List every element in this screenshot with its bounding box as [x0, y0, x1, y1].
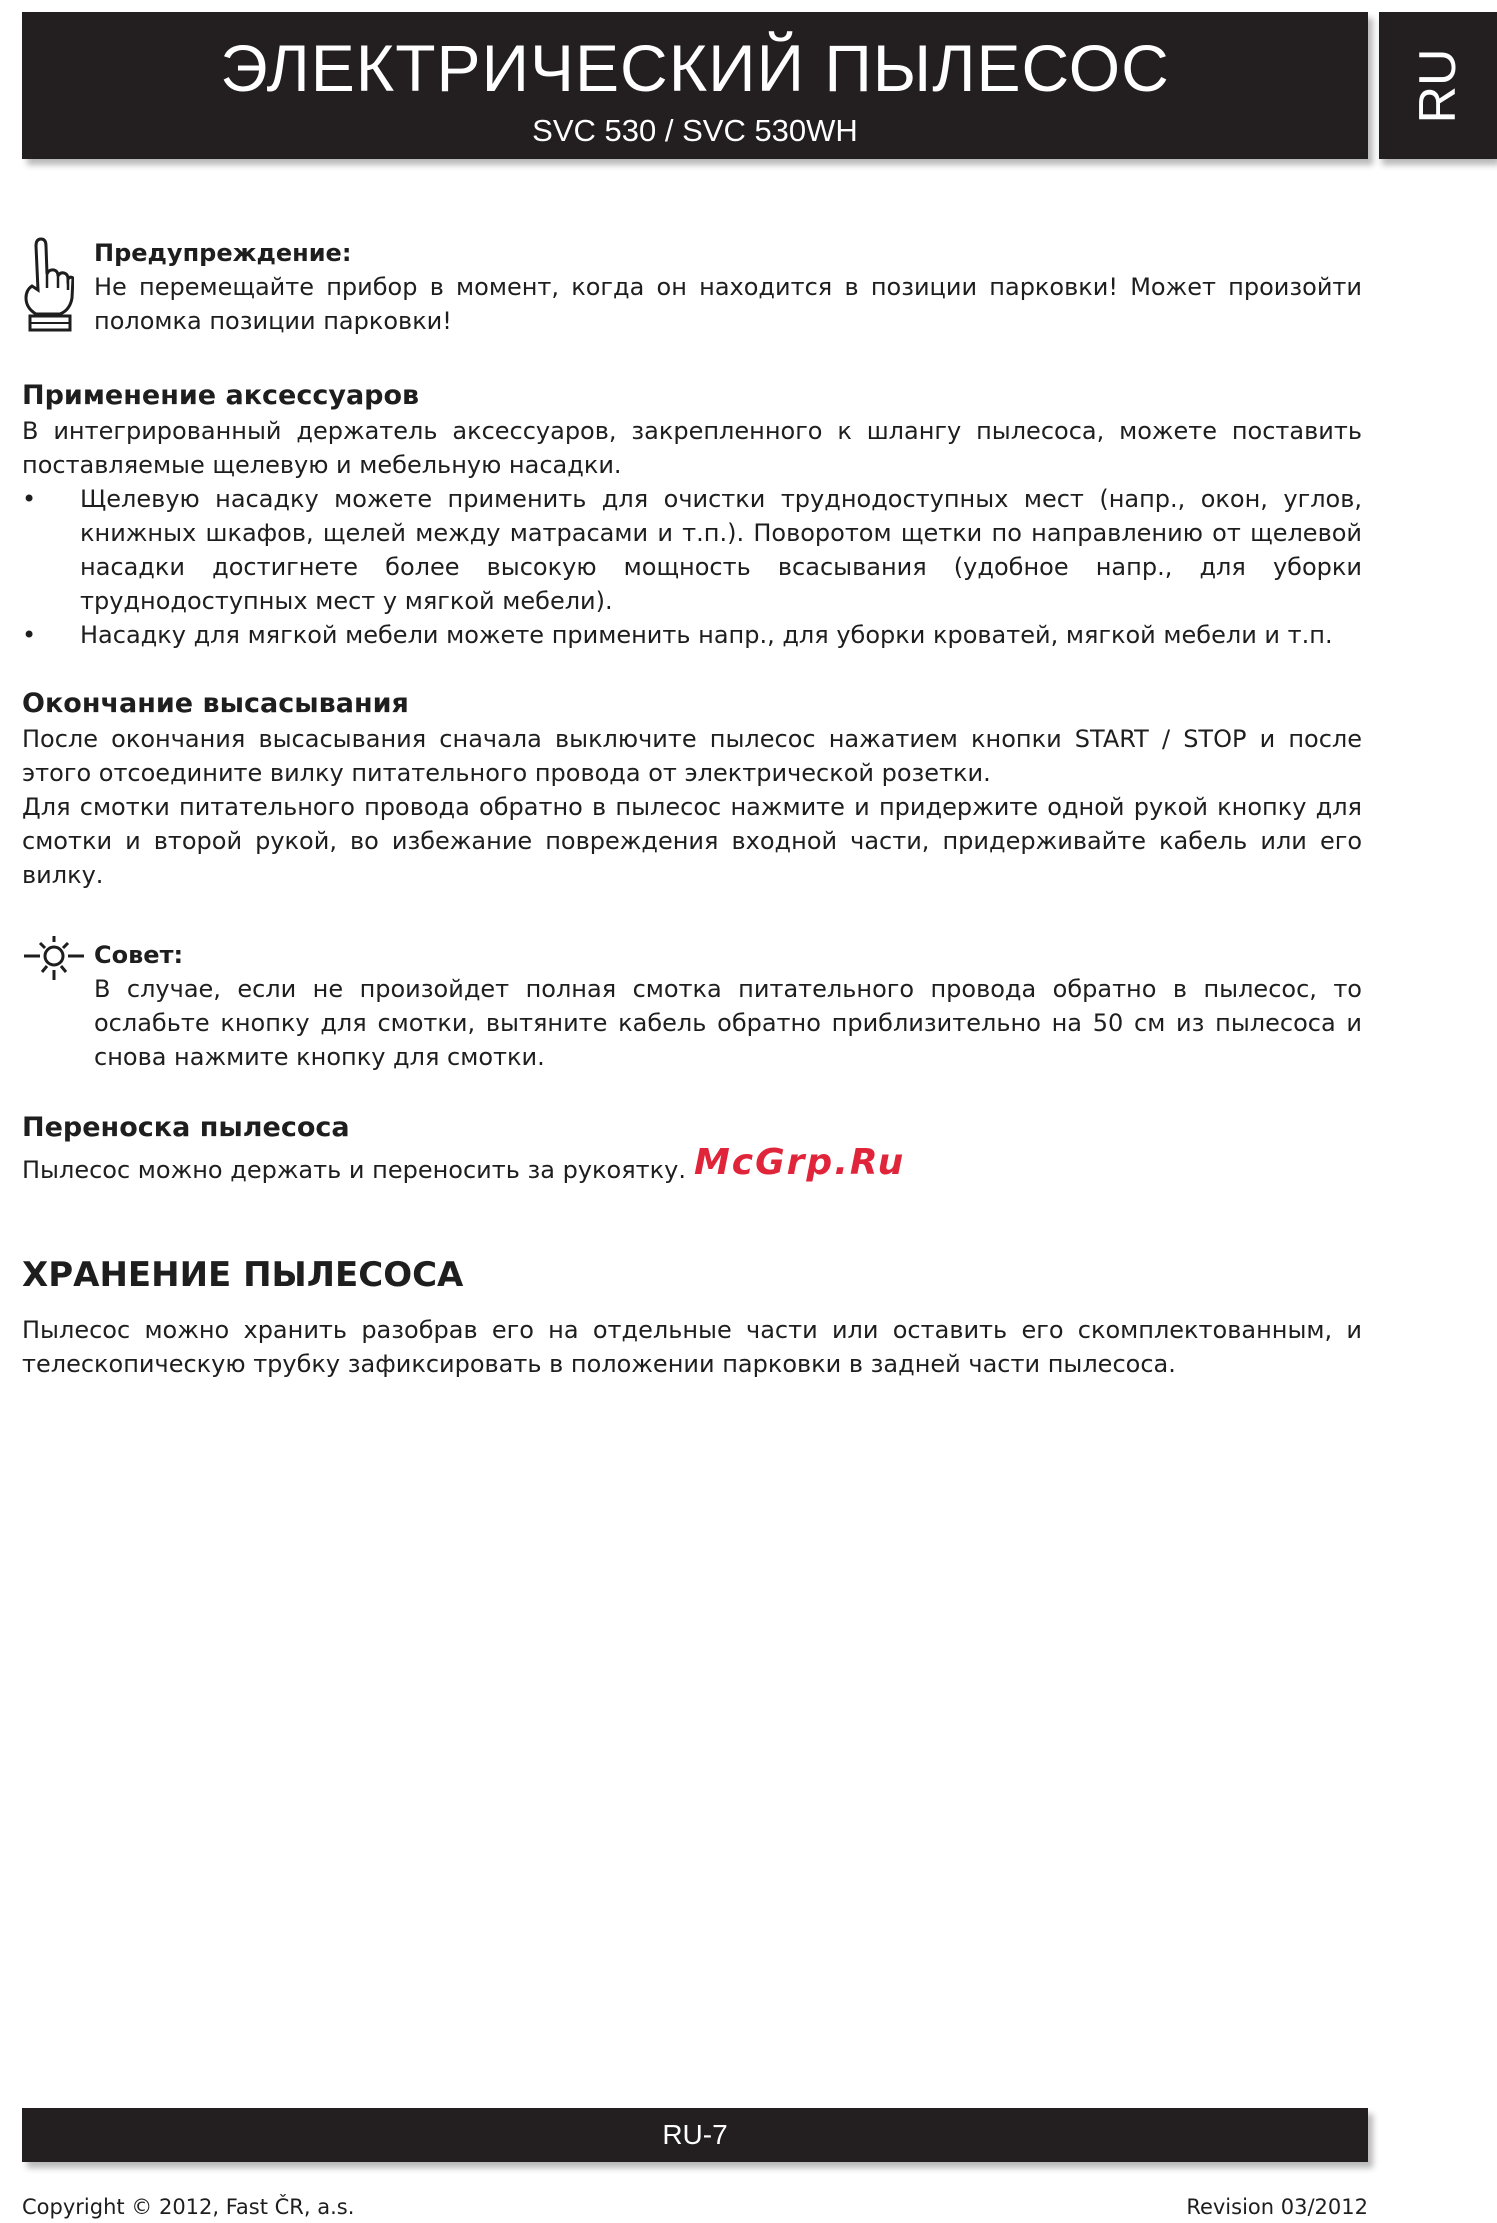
page-number: RU-7 — [662, 2119, 728, 2150]
accessories-intro: В интегрированный держатель аксессуаров, закрепленного к шлангу пылесоса, можете поставить поставляемые щелевую и мебельную насадки. — [22, 417, 1362, 479]
warning-title: Предупреждение: — [94, 239, 352, 267]
carry-heading: Переноска пылесоса — [22, 1112, 350, 1143]
model-subtitle: SVC 530 / SVC 530WH — [532, 113, 858, 148]
warning-text: Не перемещайте прибор в момент, когда он находится в позиции парковки! Может произойти поломка позиции парковки! — [94, 273, 1362, 335]
finish-heading: Окончание высасывания — [22, 688, 409, 719]
finish-paragraph-2: Для смотки питательного провода обратно в пылесос нажмите и придержите одной рукой кнопку для смотки и второй рукой, во избежание повреждения входной части, придерживайте кабель или его вилку. — [22, 793, 1362, 889]
list-item: • Щелевую насадку можете применить для очистки труднодоступных мест (напр., окон, углов, книжных шкафов, щелей между матрасами и т.п.). Поворотом щетки по направлению от щелевой насадки достигнете более высокую мощность всасывания (удобное напр., для уборки труднодоступных мест у мягкой мебели). — [22, 485, 1362, 615]
header-bar — [22, 12, 1368, 159]
watermark-logo: McGrp.Ru — [693, 1142, 906, 1183]
storage-text: Пылесос можно хранить разобрав его на отдельные части или оставить его скомплектованным, и телескопическую трубку зафиксировать в положении парковки в задней части пылесоса. — [22, 1316, 1362, 1378]
storage-heading: ХРАНЕНИЕ ПЫЛЕСОСА — [22, 1255, 464, 1295]
footer-page-bar — [22, 2108, 1368, 2162]
tip-note — [22, 938, 1362, 1074]
page-title: ЭЛЕКТРИЧЕСКИЙ ПЫЛЕСОС — [220, 31, 1170, 105]
accessories-heading: Применение аксессуаров — [22, 380, 420, 411]
finish-paragraph-1: После окончания высасывания сначала выключите пылесос нажатием кнопки START / STOP и после этого отсоедините вилку питательного провода от электрической розетки. — [22, 725, 1362, 787]
revision-text: Revision 03/2012 — [1186, 2195, 1368, 2219]
carry-text: Пылесос можно держать и переносить за рукоятку. McGrp.Ru — [22, 1142, 906, 1184]
tip-title: Совет: — [94, 941, 184, 969]
pointing-hand-icon — [22, 236, 74, 338]
copyright-text: Copyright © 2012, Fast ČR, a.s. — [22, 2195, 355, 2219]
warning-note — [22, 236, 1362, 338]
language-tab — [1379, 12, 1497, 159]
lightbulb-icon — [22, 934, 88, 986]
tip-text: В случае, если не произойдет полная смотка питательного провода обратно в пылесос, то ослабьте кнопку для смотки, вытяните кабель обратно приблизительно на 50 см из пылесоса и снова нажмите кнопку для смотки. — [94, 975, 1362, 1071]
accessories-list — [22, 482, 1362, 652]
list-item: • Насадку для мягкой мебели можете применить напр., для уборки кроватей, мягкой мебели и т.п. — [22, 621, 1333, 649]
main-content — [22, 236, 1362, 1381]
language-label: RU — [1409, 47, 1467, 124]
